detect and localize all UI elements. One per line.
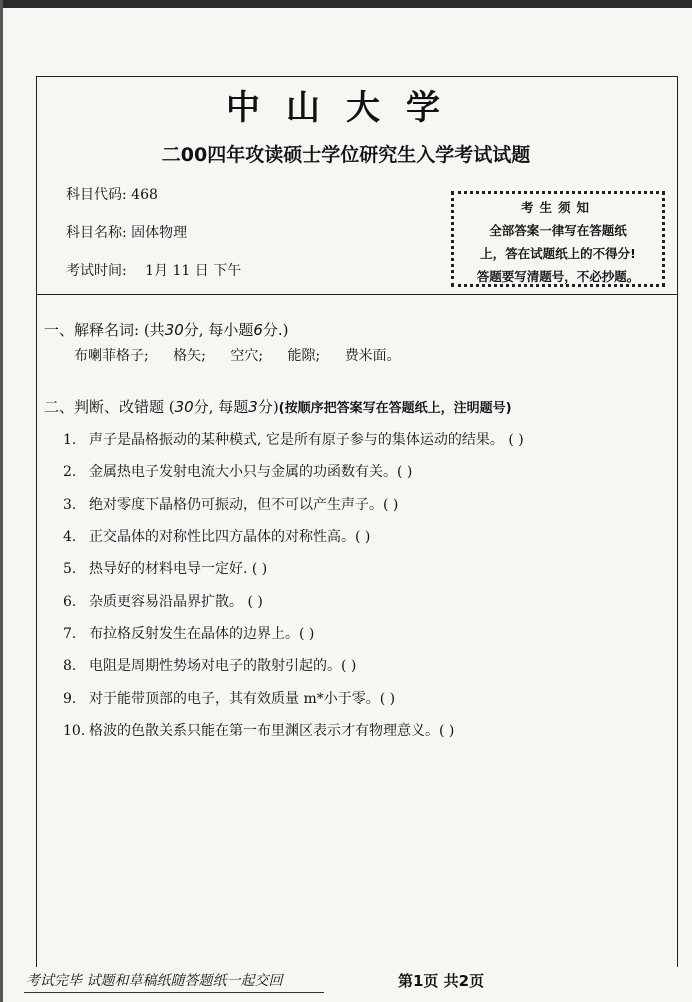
question-text: 格波的色散关系只能在第一布里渊区表示才有物理意义。( ) bbox=[89, 723, 455, 739]
question-number: 5. bbox=[63, 561, 77, 577]
question-item bbox=[63, 655, 356, 675]
subject-name-value: 固体物理 bbox=[131, 225, 188, 241]
question-number: 10. bbox=[63, 723, 86, 739]
question-item bbox=[63, 461, 412, 481]
question-text: 布拉格反射发生在晶体的边界上。( ) bbox=[89, 626, 315, 642]
question-text: 电阻是周期性势场对电子的散射引起的。( ) bbox=[89, 658, 357, 674]
notice-title: 考生须知 bbox=[520, 200, 595, 215]
question-number: 3. bbox=[63, 497, 77, 513]
section-1-heading bbox=[44, 319, 289, 340]
section-2-total: 30 bbox=[174, 398, 194, 416]
question-text: 绝对零度下晶格仍可振动，但不可以产生声子。( ) bbox=[89, 497, 399, 513]
section-1-each: 6 bbox=[253, 321, 263, 339]
exam-time-label: 考试时间: bbox=[66, 263, 127, 279]
question-number: 9. bbox=[63, 691, 77, 707]
question-text: 金属热电子发射电流大小只与金属的功函数有关。( ) bbox=[89, 464, 413, 480]
term-fermi-surface: 费米面。 bbox=[344, 348, 401, 364]
footer-underline bbox=[24, 992, 324, 993]
question-number: 8. bbox=[63, 658, 77, 674]
notice-line-2: 上，答在试题纸上的不得分! bbox=[480, 246, 636, 261]
section-1-heading-post: 分.) bbox=[262, 321, 289, 339]
candidate-notice-box bbox=[451, 191, 665, 287]
term-band-gap: 能隙; bbox=[287, 348, 321, 364]
subject-name bbox=[66, 222, 187, 242]
question-number: 6. bbox=[63, 594, 77, 610]
notice-line-3: 答题要写清题号，不必抄题。 bbox=[476, 269, 640, 284]
question-item bbox=[63, 558, 267, 578]
section-2-heading-mid: 分, 每题 bbox=[193, 398, 249, 416]
page-number: 第1页 共2页 bbox=[398, 972, 485, 990]
section-2-heading-pre: 二、判断、改错题 ( bbox=[44, 398, 175, 416]
exam-time bbox=[66, 260, 241, 280]
question-number: 2. bbox=[63, 464, 77, 480]
question-text: 声子是晶格振动的某种模式, 它是所有原子参与的集体运动的结果。 ( ) bbox=[89, 432, 524, 448]
question-item bbox=[63, 688, 395, 708]
question-item bbox=[63, 526, 370, 546]
section-2-each: 3 bbox=[248, 398, 258, 416]
exam-time-value: 1月 11 日 下午 bbox=[145, 263, 242, 279]
section-2-heading-post: 分) bbox=[257, 398, 279, 416]
question-text: 正交晶体的对称性比四方晶体的对称性高。( ) bbox=[89, 529, 371, 545]
term-hole: 空穴; bbox=[230, 348, 264, 364]
question-item bbox=[63, 494, 398, 514]
section-1-terms bbox=[74, 345, 421, 365]
question-item bbox=[63, 623, 314, 643]
subject-code-value: 468 bbox=[131, 187, 158, 203]
question-item bbox=[63, 429, 524, 449]
section-1-heading-pre: 一、解释名词: (共 bbox=[44, 321, 165, 339]
question-number: 7. bbox=[63, 626, 77, 642]
section-2-note: (按顺序把答案写在答题纸上，注明题号) bbox=[278, 401, 512, 416]
header-divider bbox=[36, 294, 678, 295]
scan-top-edge bbox=[0, 0, 692, 8]
subject-name-label: 科目名称: bbox=[66, 225, 127, 241]
notice-line-1: 全部答案一律写在答题纸 bbox=[489, 223, 627, 238]
question-item bbox=[63, 591, 263, 611]
university-title: 中山大学 bbox=[226, 88, 466, 128]
section-1-total: 30 bbox=[164, 321, 184, 339]
question-number: 4. bbox=[63, 529, 77, 545]
question-text: 对于能带顶部的电子，其有效质量 m*小于零。( ) bbox=[89, 691, 396, 707]
footer-instruction: 考试完毕 试题和草稿纸随答题纸一起交回 bbox=[26, 973, 283, 989]
term-lattice-vector: 格矢; bbox=[173, 348, 206, 364]
subject-code-label: 科目代码: bbox=[66, 187, 127, 203]
section-2-heading bbox=[44, 396, 512, 417]
exam-title: 二00四年攻读硕士学位研究生入学考试试题 bbox=[161, 144, 531, 166]
question-text: 热导好的材料电导一定好. ( ) bbox=[89, 561, 268, 577]
question-text: 杂质更容易沿晶界扩散。 ( ) bbox=[89, 594, 263, 610]
question-item bbox=[63, 720, 454, 740]
term-bravais-lattice: 布喇菲格子; bbox=[74, 348, 149, 364]
subject-code bbox=[66, 184, 158, 204]
section-1-heading-mid: 分, 每小题 bbox=[183, 321, 254, 339]
question-number: 1. bbox=[63, 432, 77, 448]
